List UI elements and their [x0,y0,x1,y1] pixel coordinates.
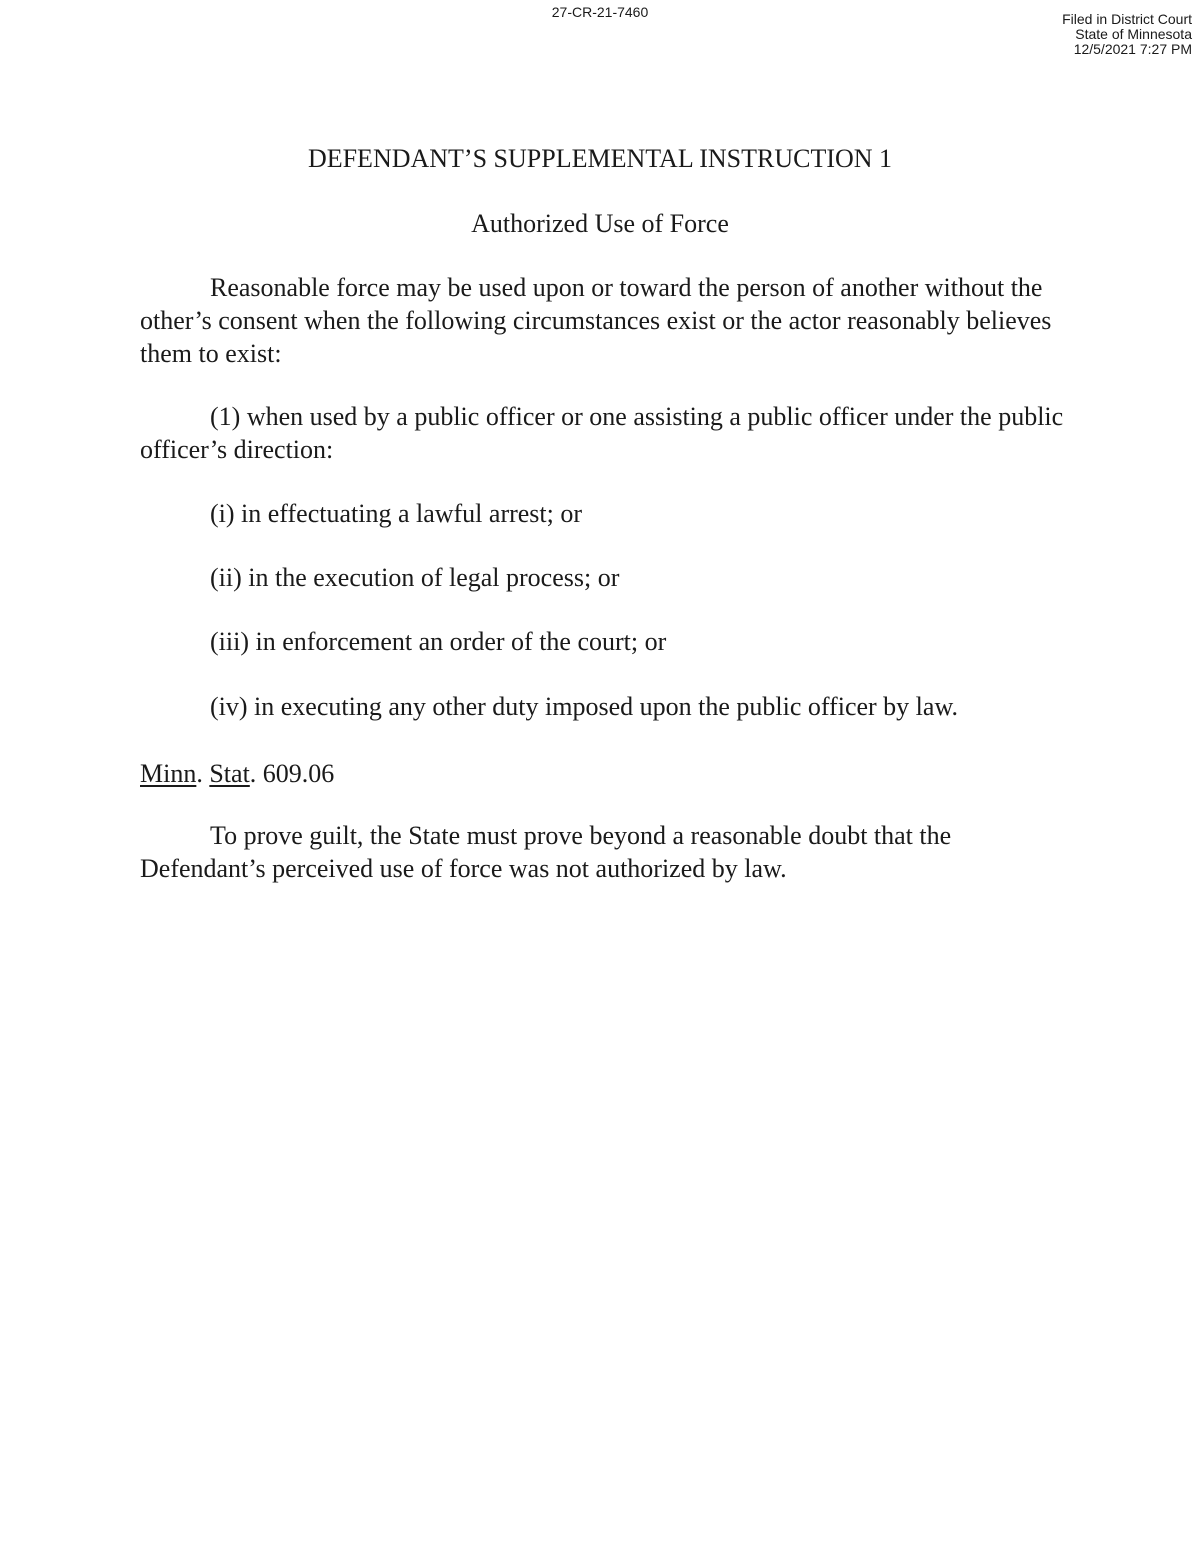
sub-item-iii: (iii) in enforcement an order of the court; or [210,627,667,656]
case-number: 27-CR-21-7460 [551,4,649,20]
filing-stamp [1062,12,1192,57]
document-subtitle: Authorized Use of Force [471,209,729,238]
citation-minn: Minn [140,759,197,788]
sub-item-iv: (iv) in executing any other duty imposed upon the public officer by law. [210,692,959,721]
clause-1-paragraph: (1) when used by a public officer or one assisting a public officer under the public officer’s direction: [140,402,1064,464]
citation-stat: Stat [209,759,250,788]
sub-item-ii: (ii) in the execution of legal process; or [210,563,620,592]
sub-item-i: (i) in effectuating a lawful arrest; or [210,499,583,528]
conclusion-paragraph: To prove guilt, the State must prove beyond a reasonable doubt that the Defendant’s perceived use of force was not authorized by law. [140,821,952,883]
filing-stamp-court: Filed in District Court [1062,11,1192,27]
document-title: DEFENDANT’S SUPPLEMENTAL INSTRUCTION 1 [307,144,893,173]
citation-number: 609.06 [262,759,335,788]
filing-stamp-datetime: 12/5/2021 7:27 PM [1073,41,1192,57]
statute-citation: Minn. Stat. 609.06 [140,759,335,788]
filing-stamp-state: State of Minnesota [1075,26,1192,42]
intro-paragraph: Reasonable force may be used upon or toward the person of another without the other’s consent when the following circumstances exist or the actor reasonably believes them to exist: [140,273,1052,368]
